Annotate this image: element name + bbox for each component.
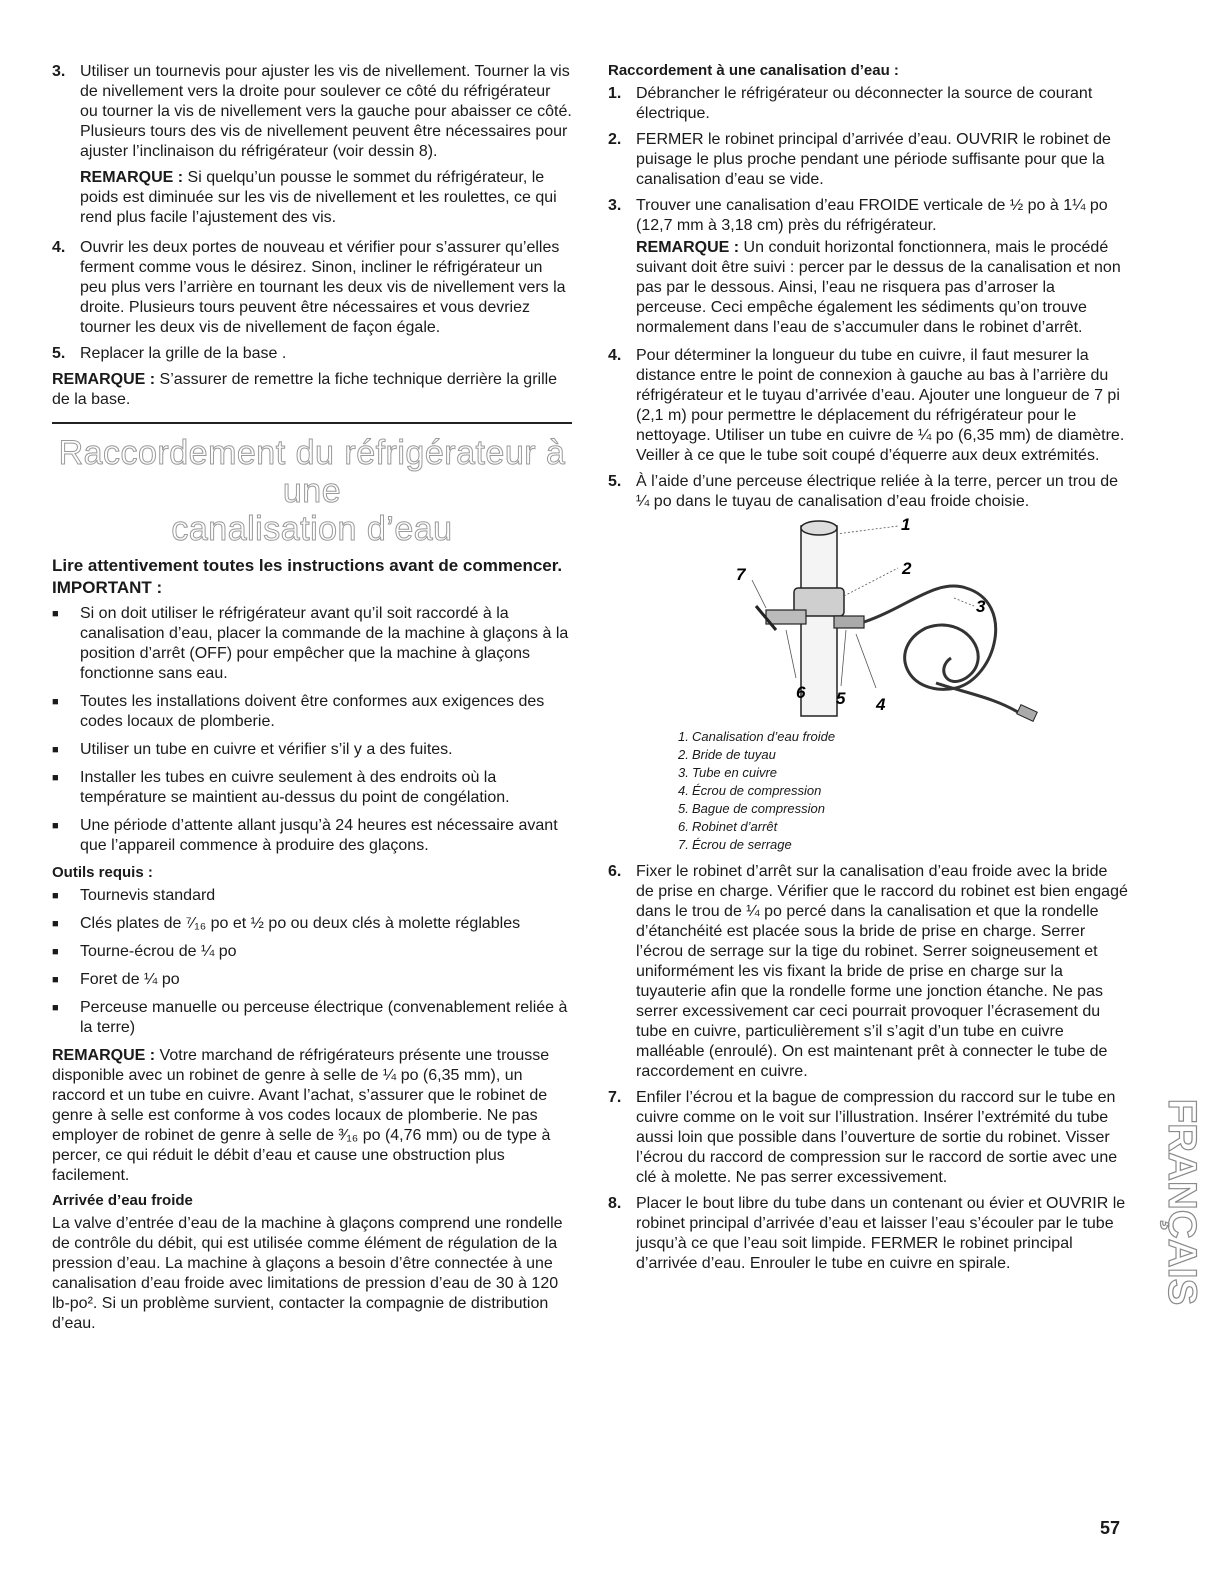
step-text: Débrancher le réfrigérateur ou déconnecter la source de courant électrique.	[636, 85, 1093, 122]
legend-text: Écrou de serrage	[692, 837, 792, 852]
legend-number: 1.	[678, 729, 689, 744]
tools-list	[52, 886, 572, 1038]
figure-legend	[678, 728, 1128, 854]
step-number: 3.	[608, 197, 622, 214]
legend-item	[678, 764, 1128, 782]
legend-text: Bride de tuyau	[692, 747, 776, 762]
cold-water-text: La valve d’entrée d’eau de la machine à glaçons comprend une rondelle de contrôle du débit, qui est utilisée comme élément de régulation de la pression d’eau. La machine à glaçons a besoin d’être connectée à une canalisation d’eau froide avec limitations de pression d’eau de 30 à 120 lb-po². Si un problème survient, contacter la compagnie de distribution d’eau.	[52, 1215, 563, 1332]
callout-label: 4	[876, 695, 886, 714]
legend-item	[678, 800, 1128, 818]
list-item-text: Clés plates de ⁷⁄₁₆ po et ½ po ou deux clés à molette réglables	[80, 915, 521, 932]
step-8	[608, 1194, 1128, 1274]
step-text: Ouvrir les deux portes de nouveau et vérifier pour s’assurer qu’elles ferment comme vous le désirez. Sinon, incliner le réfrigérateur un peu plus vers l’arrière en tournant les deux vis de nivellement vers la droite. Plusieurs tours peuvent être nécessaires et vous devriez tourner les deux vis de nivellement de façon égale.	[80, 239, 566, 336]
bullet-icon: ■	[52, 918, 59, 930]
important-heading: IMPORTANT :	[52, 578, 163, 597]
legend-item	[678, 818, 1128, 836]
note-text: Si quelqu’un pousse le sommet du réfrigérateur, le poids est diminuée sur les vis de nivellement et les roulettes, ce qui rend plus facile l’ajustement des vis.	[80, 169, 557, 226]
list-item	[52, 942, 572, 962]
step-2	[608, 130, 1128, 190]
legend-number: 7.	[678, 837, 689, 852]
bullet-icon: ■	[52, 946, 59, 958]
step-number: 1.	[608, 85, 622, 102]
list-item	[52, 998, 572, 1038]
list-item-text: Si on doit utiliser le réfrigérateur avant qu’il soit raccordé à la canalisation d’eau, placer la commande de la machine à glaçons à la position d’arrêt (OFF) pour empêcher que la machine à glaçons fonctionne sans eau.	[80, 605, 569, 682]
connection-heading: Raccordement à une canalisation d’eau :	[608, 62, 899, 79]
step-5	[52, 344, 572, 364]
section-divider	[52, 422, 572, 424]
legend-item	[678, 782, 1128, 800]
step-4	[52, 238, 572, 338]
step-number: 2.	[608, 131, 622, 148]
left-column	[52, 62, 572, 1334]
step-6	[608, 862, 1128, 1082]
right-column	[608, 62, 1128, 1280]
list-item-text: Tournevis standard	[80, 887, 216, 904]
bullet-icon: ■	[52, 890, 59, 902]
callout-label: 6	[796, 683, 806, 702]
bullet-icon: ■	[52, 772, 59, 784]
legend-item	[678, 728, 1128, 746]
list-item	[52, 768, 572, 808]
step-5	[608, 472, 1128, 512]
legend-item	[678, 836, 1128, 854]
step-text: Enfiler l’écrou et la bague de compression du raccord sur le tube en cuivre comme on le voit sur l’illustration. Insérer l’extrémité du tube aussi loin que possible dans l’ouverture de sortie du robinet. Visser l’écrou du raccord de compression sur le raccord de sortie avec une clé à molette. Ne pas serrer excessivement.	[636, 1089, 1118, 1186]
note-text: Un conduit horizontal fonctionnera, mais le procédé suivant doit être suivi : percer par le dessus de la canalisation et non pas par le dessous. Ainsi, l’eau ne risquera pas d’arroser la perceuse. Ceci empêche également les sédiments qu’on trouve normalement dans l’eau de s’accumuler dans le robinet d’arrêt.	[636, 239, 1121, 336]
step-3	[608, 196, 1128, 236]
list-item	[52, 604, 572, 684]
step-text: À l’aide d’une perceuse électrique reliée à la terre, percer un trou de ¼ po dans le tuyau de canalisation d’eau froide choisie.	[636, 473, 1119, 510]
step-text: Utiliser un tournevis pour ajuster les vis de nivellement. Tourner la vis de nivellement vers la droite pour soulever ce côté du réfrigérateur ou tourner la vis de nivellement vers la gauche pour abaisser ce côté. Plusieurs tours des vis de nivellement peuvent être nécessaires pour ajuster l’inclinaison du réfrigérateur (voir dessin 8).	[80, 63, 572, 160]
list-item-text: Toutes les installations doivent être conformes aux exigences des codes locaux de plomberie.	[80, 693, 545, 730]
legend-number: 2.	[678, 747, 689, 762]
legend-text: Canalisation d’eau froide	[692, 729, 836, 744]
bullet-icon: ■	[52, 974, 59, 986]
section-title-line-1: Raccordement du réfrigérateur à une	[58, 434, 566, 510]
bullet-icon: ■	[52, 608, 59, 620]
note-label: REMARQUE :	[80, 169, 184, 186]
legend-item	[678, 746, 1128, 764]
list-item-text: Perceuse manuelle ou perceuse électrique (convenablement reliée à la terre)	[80, 999, 568, 1036]
step-7	[608, 1088, 1128, 1188]
callout-label: 2	[902, 559, 912, 578]
list-item	[52, 970, 572, 990]
list-item	[52, 914, 572, 934]
step-number: 7.	[608, 1089, 622, 1106]
callout-label: 5	[836, 689, 846, 708]
list-item-text: Foret de ¼ po	[80, 971, 180, 988]
tools-heading: Outils requis :	[52, 864, 153, 881]
legend-number: 4.	[678, 783, 689, 798]
bullet-icon: ■	[52, 820, 59, 832]
important-list	[52, 604, 572, 856]
read-instructions-heading: Lire attentivement toutes les instructions avant de commencer.	[52, 556, 563, 575]
list-item-text: Utiliser un tube en cuivre et vérifier s’il y a des fuites.	[80, 741, 453, 758]
step-3	[52, 62, 572, 162]
diagram-illustration	[636, 515, 1056, 728]
step-text: FERMER le robinet principal d’arrivée d’eau. OUVRIR le robinet de puisage le plus proche pendant une période suffisante pour que la canalisation d’eau se vide.	[636, 131, 1111, 188]
note	[52, 1046, 572, 1186]
list-item-text: Installer les tubes en cuivre seulement à des endroits où la température se maintient au-dessus du point de congélation.	[80, 769, 510, 806]
step-number: 4.	[608, 347, 622, 364]
saddle-valve-diagram	[636, 515, 1056, 728]
note-label: REMARQUE :	[52, 1047, 156, 1064]
legend-text: Écrou de compression	[692, 783, 822, 798]
list-item-text: Une période d’attente allant jusqu’à 24 heures est nécessaire avant que l’appareil commence à produire des glaçons.	[80, 817, 558, 854]
note	[52, 370, 572, 410]
bullet-icon: ■	[52, 744, 59, 756]
callout-label: 1	[901, 515, 911, 534]
step-text: Placer le bout libre du tube dans un contenant ou évier et OUVRIR le robinet principal d’arrivée d’eau et laisser l’eau s’écouler par le tube jusqu’à ce que l’eau soit limpide. FERMER le robinet principal d’arrivée d’eau. Enrouler le tube en cuivre en spirale.	[636, 1195, 1126, 1272]
section-title	[52, 434, 572, 548]
callout-label: 7	[736, 565, 746, 584]
step-text: Pour déterminer la longueur du tube en cuivre, il faut mesurer la distance entre le point de connexion à gauche au bas à l’arrière du réfrigérateur et le tuyau d’arrivée d’eau. Ajouter une longueur de 7 pi (2,1 m) pour permettre le déplacement du réfrigérateur pour le nettoyage. Utiliser un tube en cuivre de ¼ po (6,35 mm) de diamètre. Veiller à ce que le tube soit coupé d’équerre aux deux extrémités.	[636, 347, 1125, 464]
side-tab-graphic	[1150, 1060, 1204, 1345]
legend-number: 3.	[678, 765, 689, 780]
note-label: REMARQUE :	[636, 239, 740, 256]
page-number: 57	[1100, 1518, 1121, 1538]
step-number: 3.	[52, 63, 66, 80]
legend-number: 6.	[678, 819, 689, 834]
note-label: REMARQUE :	[52, 371, 156, 388]
note-text: Votre marchand de réfrigérateurs présente une trousse disponible avec un robinet de genre à selle de ¼ po (6,35 mm), un raccord et un tube en cuivre. Avant l’achat, s’assurer que le robinet de genre à selle est conforme à vos codes locaux de plomberie. Ne pas employer de robinet de genre à selle de ³⁄₁₆ po (4,76 mm) ou de type à percer, ce qui réduit le débit d’eau et cause une obstruction plus facilement.	[52, 1047, 551, 1184]
list-item	[52, 886, 572, 906]
language-side-tab	[1150, 1060, 1204, 1345]
cold-water-heading: Arrivée d’eau froide	[52, 1192, 193, 1209]
step-number: 4.	[52, 239, 66, 256]
bullet-icon: ■	[52, 1002, 59, 1014]
list-item-text: Tourne-écrou de ¼ po	[80, 943, 237, 960]
note	[80, 168, 572, 228]
side-tab-label: FRANÇAIS	[1160, 1098, 1204, 1306]
step-text: Replacer la grille de la base .	[80, 345, 287, 362]
list-item	[52, 816, 572, 856]
step-1	[608, 84, 1128, 124]
section-title-line-2: canalisation d’eau	[171, 510, 453, 548]
step-4	[608, 346, 1128, 466]
legend-text: Robinet d’arrêt	[692, 819, 778, 834]
list-item	[52, 692, 572, 732]
step-number: 6.	[608, 863, 622, 880]
callout-label: 3	[976, 597, 986, 616]
note-text: S’assurer de remettre la fiche technique derrière la grille de la base.	[52, 371, 558, 408]
step-text: Trouver une canalisation d’eau FROIDE verticale de ½ po à 1¼ po (12,7 mm à 3,18 cm) près du réfrigérateur.	[636, 197, 1108, 234]
list-item	[52, 740, 572, 760]
bullet-icon: ■	[52, 696, 59, 708]
step-number: 5.	[52, 345, 66, 362]
legend-text: Tube en cuivre	[692, 765, 778, 780]
step-number: 8.	[608, 1195, 622, 1212]
step-number: 5.	[608, 473, 622, 490]
note	[636, 238, 1128, 338]
step-text: Fixer le robinet d’arrêt sur la canalisation d’eau froide avec la bride de prise en charge. Vérifier que le raccord du robinet est bien engagé dans le trou de ¼ po percé dans la canalisation et que la rondelle d’étanchéité est placée sous la bride de prise en charge. Serrer l’écrou de serrage sur la tige du robinet. Serrer soigneusement et uniformément les vis fixant la bride de prise en charge sur la tuyauterie afin que la rondelle forme une jonction étanche. Ne pas serrer excessivement car ceci pourrait provoquer l’écrasement du tube en cuivre, particulièrement s’il s’agit d’un tube en cuivre malléable (enroulé). On est maintenant prêt à connecter le tube de raccordement en cuivre.	[636, 863, 1128, 1080]
legend-text: Bague de compression	[692, 801, 825, 816]
legend-number: 5.	[678, 801, 689, 816]
